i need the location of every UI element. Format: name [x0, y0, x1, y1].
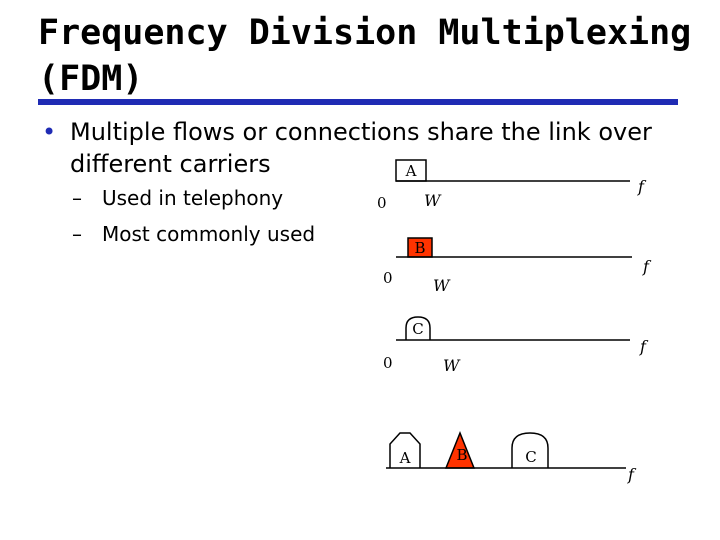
signal-c-label: C — [412, 320, 424, 338]
origin-label-b: 0 — [383, 269, 393, 287]
subbullet-2-text: Most commonly used — [102, 222, 316, 246]
origin-label-c: 0 — [383, 354, 393, 372]
combined-label-a: A — [399, 449, 411, 467]
frequency-label-c: f — [640, 337, 646, 356]
bandwidth-label-b: W — [433, 276, 450, 295]
combined-spectrum — [386, 433, 637, 484]
combined-label-b: B — [456, 446, 468, 464]
slide-title: Frequency Division Multiplexing (FDM) — [38, 13, 692, 99]
main-bullet-text: Multiple flows or connections share the link over different carriers — [70, 118, 652, 178]
spectrum-row-c — [383, 317, 649, 375]
frequency-label-b: f — [643, 257, 649, 276]
dash-marker: – — [72, 186, 82, 210]
bandwidth-label-a: W — [424, 191, 441, 210]
frequency-label-a: f — [638, 177, 644, 196]
dash-marker: – — [72, 222, 82, 246]
bandwidth-label-c: W — [443, 356, 460, 375]
spectrum-row-a — [377, 160, 647, 212]
origin-label-a: 0 — [377, 194, 387, 212]
spectrum-row-b — [383, 238, 652, 295]
signal-b-label: B — [414, 239, 426, 257]
combined-frequency-label: f — [628, 465, 634, 484]
combined-label-c: C — [525, 448, 537, 466]
signal-a-label: A — [405, 162, 417, 180]
subbullet-1-text: Used in telephony — [102, 186, 284, 210]
bullet-dot-icon: • — [42, 118, 57, 146]
